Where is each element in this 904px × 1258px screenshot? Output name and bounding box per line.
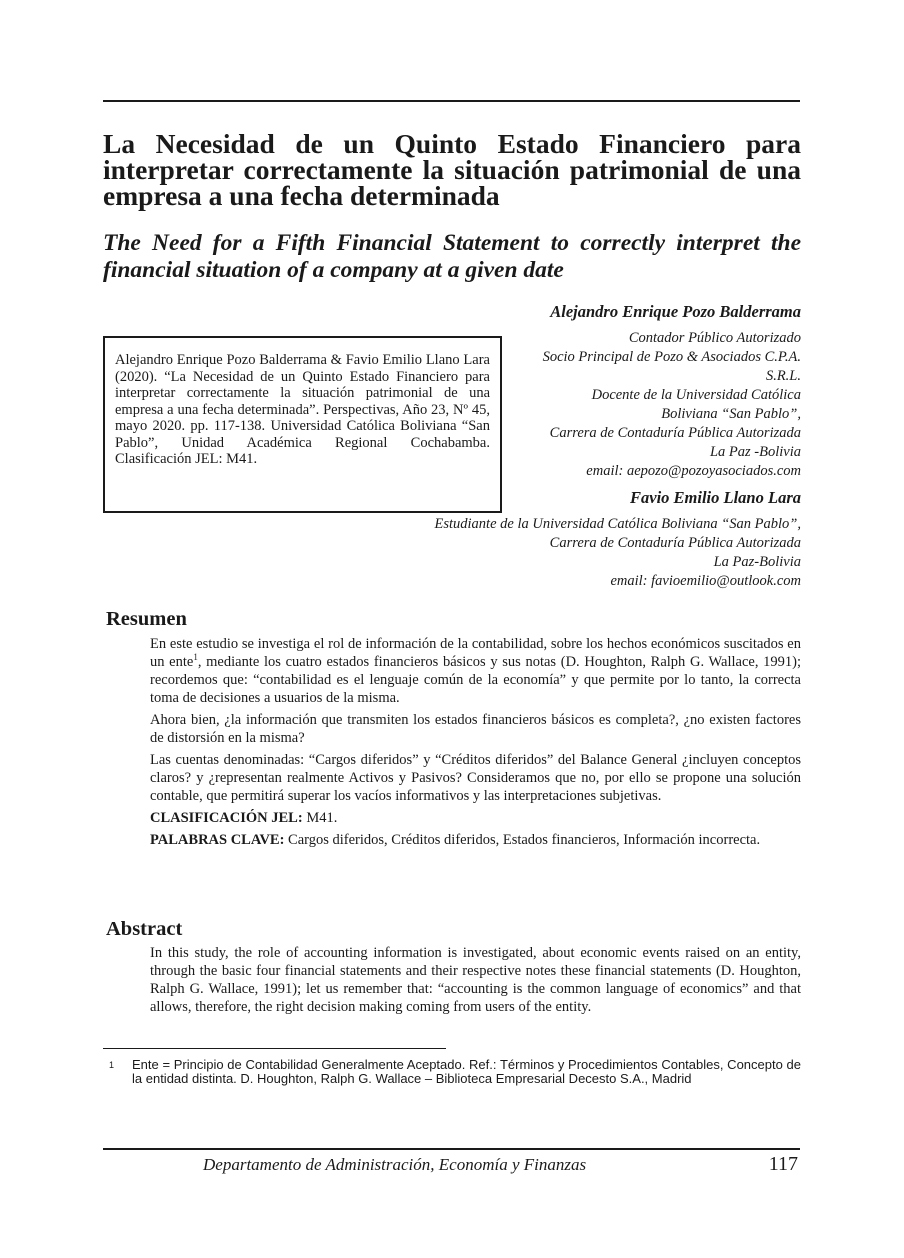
jel-value: M41. [302, 810, 338, 826]
keywords [150, 831, 801, 849]
keywords-label: PALABRAS CLAVE: [150, 832, 285, 848]
title-english: The Need for a Fifth Financial Statement to correctly interpret the financial situation of a company at a given date [103, 230, 801, 283]
footnote-text: Ente = Principio de Contabilidad Generalmente Aceptado. Ref.: Términos y Procedimientos Contables, Concepto de la entidad distinta. D. Houghton, Ralph G. Wallace – Biblioteca Empresarial Decesto S.A., Madrid [132, 1057, 801, 1086]
affiliation-line: Contador Público Autorizado [628, 330, 801, 346]
footer-department: Departamento de Administración, Economía y Finanzas [203, 1155, 587, 1174]
affiliation-line: Estudiante de la Universidad Católica Boliviana “San Pablo”, [434, 516, 801, 532]
jel-classification [150, 809, 801, 827]
affiliation-line: Docente de la Universidad Católica [591, 387, 801, 403]
jel-label: CLASIFICACIÓN JEL: [150, 810, 303, 826]
affiliation-line: Socio Principal de Pozo & Asociados C.P.A. [542, 349, 801, 365]
footnote [103, 1058, 801, 1086]
footnote-reference[interactable]: 1 [193, 652, 198, 663]
title-spanish: La Necesidad de un Quinto Estado Financiero para interpretar correctamente la situación patrimonial de una empresa a una fecha determinada [103, 128, 801, 211]
citation-box [103, 336, 502, 513]
header-rule [103, 100, 800, 102]
author-1-affiliation [481, 329, 801, 481]
author-2-email: email: favioemilio@outlook.com [610, 573, 801, 589]
resumen-paragraph-2: Ahora bien, ¿la información que transmiten los estados financieros básicos es completa?, ¿no existen factores de distorsión en la misma? [150, 712, 801, 746]
author-1-email: email: aepozo@pozoyasociados.com [586, 463, 801, 479]
keywords-value: Cargos diferidos, Créditos diferidos, Estados financieros, Información incorrecta. [284, 832, 761, 848]
affiliation-line: La Paz -Bolivia [709, 444, 801, 460]
abstract-body [150, 944, 801, 1020]
affiliation-line: S.R.L. [765, 368, 801, 384]
resumen-paragraph-3: Las cuentas denominadas: “Cargos diferidos” y “Créditos diferidos” del Balance General ¿incluyen conceptos claros? y ¿representan realmente Activos y Pasivos? Consideramos que no, por ello se propone una solución contable, que permitirá superar los vacíos informativos y las interpretaciones subjetivas. [150, 752, 801, 804]
author-1-name: Alejandro Enrique Pozo Balderrama [550, 302, 801, 321]
abstract-heading: Abstract [106, 918, 183, 940]
footnote-rule [103, 1048, 446, 1049]
footnote-mark: 1 [109, 1060, 115, 1070]
resumen-p1-continued: , mediante los cuatro estados financieros básicos y sus notas (D. Houghton, Ralph G. Wallace, 1991); recordemos que: “contabilidad es el lenguaje común de la economía” y que permite por lo tanto, la correcta toma de decisiones a usuarios de la misma. [150, 654, 801, 706]
footer-rule [103, 1148, 800, 1150]
author-2-name: Favio Emilio Llano Lara [630, 488, 801, 507]
affiliation-line: Carrera de Contaduría Pública Autorizada [549, 535, 801, 551]
author-2-affiliation [341, 515, 801, 591]
affiliation-line: La Paz-Bolivia [713, 554, 801, 570]
affiliation-line: Boliviana “San Pablo”, [661, 406, 801, 422]
resumen-body [150, 635, 801, 853]
affiliation-line: Carrera de Contaduría Pública Autorizada [549, 425, 801, 441]
resumen-paragraph-1 [150, 635, 801, 707]
citation-text: Alejandro Enrique Pozo Balderrama & Favio Emilio Llano Lara (2020). “La Necesidad de un Quinto Estado Financiero para interpretar correctamente la situación patrimonial de una empresa a una fecha determinada”. Perspectivas, Año 23, Nº 45, mayo 2020. pp. 117-138. Universidad Católica Boliviana “San Pablo”, Unidad Académica Regional Cochabamba. Clasificación JEL: M41. [115, 352, 490, 467]
page-number: 117 [768, 1153, 798, 1175]
resumen-p1-text: En este estudio se investiga el rol de información de la contabilidad, sobre los hechos económicos suscitados en un ente [150, 636, 801, 670]
resumen-heading: Resumen [106, 608, 187, 630]
abstract-paragraph-1: In this study, the role of accounting information is investigated, about economic events raised on an entity, through the basic four financial statements and their respective notes these financial statements (D. Houghton, Ralph G. Wallace, 1991); let us remember that: “accounting is the common language of economics” and that allows, therefore, the right decision making coming from users of the entity. [150, 945, 801, 1015]
